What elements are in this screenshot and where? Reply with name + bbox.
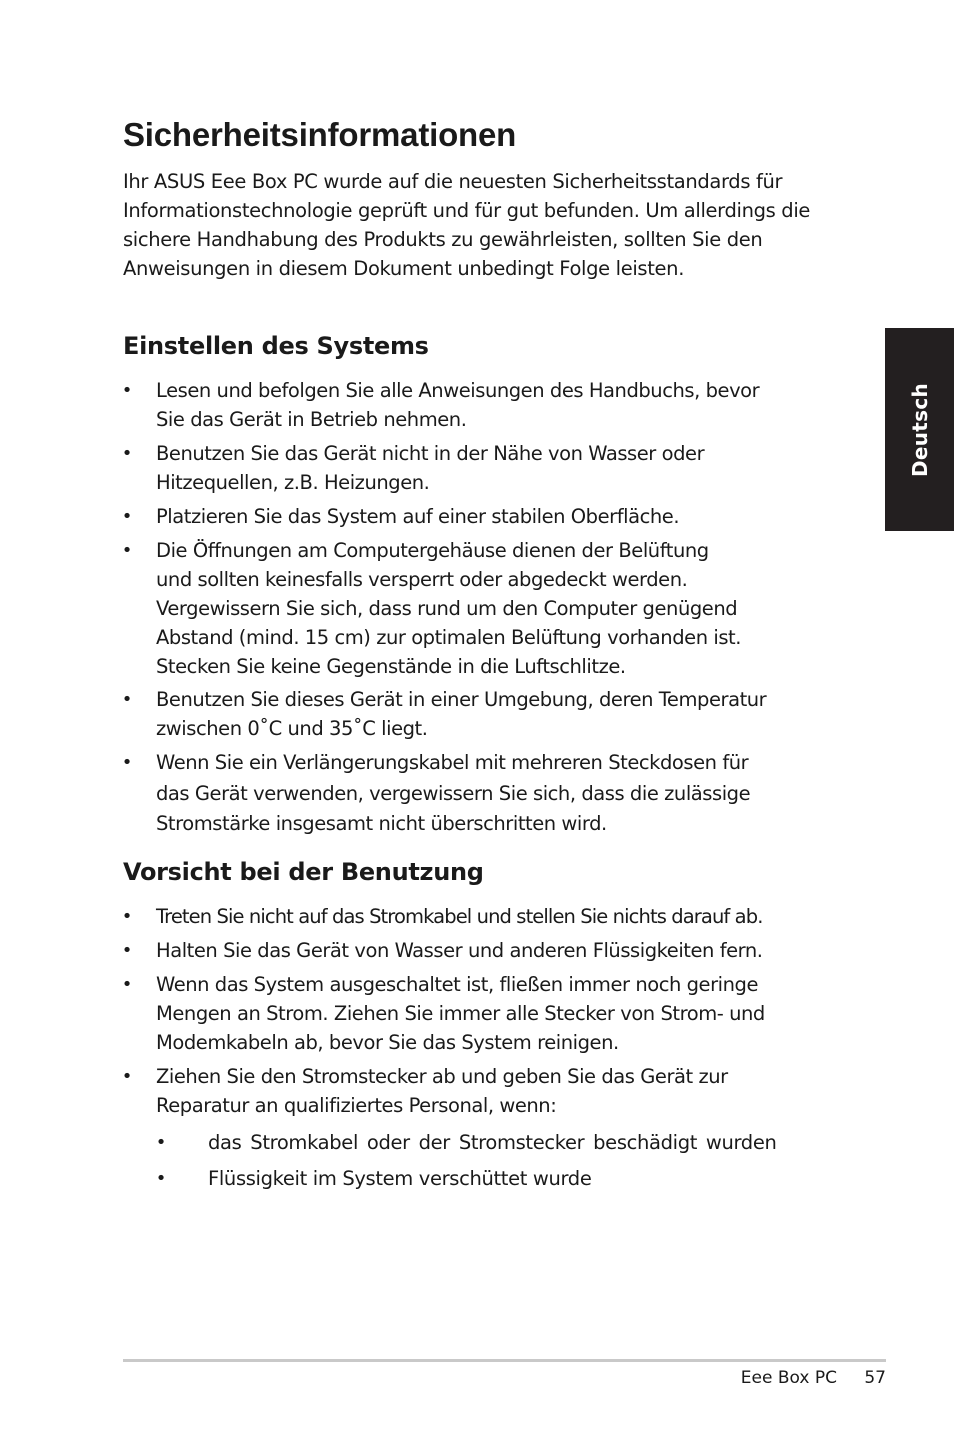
sub-list-item-text: das Stromkabel oder der Stromstecker beschädigt wurden (208, 1131, 777, 1154)
intro-paragraph: Ihr ASUS Eee Box PC wurde auf die neuesten Sicherheitsstandards für Informationstechnologie geprüft und für gut befunden. Um allerdings die sichere Handhabung des Produkts zu gewährleisten, sollten Sie den Anweisungen in diesem Dokument unbedingt Folge leisten. (123, 170, 811, 280)
section-heading-vorsicht: Vorsicht bei der Benutzung (123, 858, 484, 886)
bullet-icon: • (121, 940, 133, 961)
list-item-text: Die Öffnungen am Computergehäuse dienen der Belüftung und sollten keinesfalls versperrt oder abgedeckt werden. Vergewissern Sie sich, dass rund um den Computer genügend Abstand (mind. 15 cm) zur optimalen Belüftung vorhanden ist. Stecken Sie keine Gegenstände in die Luftschlitze. (156, 539, 741, 678)
list-item-text: Platzieren Sie das System auf einer stabilen Oberfläche. (156, 505, 680, 528)
bullet-icon: • (121, 443, 133, 464)
list-item-text: Benutzen Sie dieses Gerät in einer Umgebung, deren Temperatur zwischen 0˚C und 35˚C liegt. (156, 688, 767, 740)
list-item-text: Lesen und befolgen Sie alle Anweisungen des Handbuchs, bevor Sie das Gerät in Betrieb nehmen. (156, 379, 760, 431)
bullet-icon: • (155, 1168, 167, 1189)
bullet-icon: • (121, 906, 133, 927)
list-item-text: Benutzen Sie das Gerät nicht in der Nähe von Wasser oder Hitzequellen, z.B. Heizungen. (156, 442, 705, 494)
footer-product-name: Eee Box PC (740, 1368, 837, 1388)
footer-page-number: 57 (864, 1368, 886, 1388)
bullet-icon: • (121, 974, 133, 995)
bullet-icon: • (121, 752, 133, 773)
list-item-text: Wenn das System ausgeschaltet ist, fließen immer noch geringe Mengen an Strom. Ziehen Sie immer alle Stecker von Strom- und Modemkabeln ab, bevor Sie das System reinigen. (156, 973, 765, 1054)
language-tab (885, 328, 954, 531)
sub-list-item-text: Flüssigkeit im System verschüttet wurde (208, 1167, 592, 1190)
list-item-text: Wenn Sie ein Verlängerungskabel mit mehreren Steckdosen für das Gerät verwenden, vergewissern Sie sich, dass die zulässige Stromstärke insgesamt nicht überschritten wird. (156, 751, 751, 835)
bullet-icon: • (121, 506, 133, 527)
list-item-text: Ziehen Sie den Stromstecker ab und geben Sie das Gerät zur Reparatur an qualifiziertes Personal, wenn: (156, 1065, 728, 1117)
list-item-text: Halten Sie das Gerät von Wasser und anderen Flüssigkeiten fern. (156, 939, 763, 962)
page-title: Sicherheitsinformationen (123, 116, 517, 153)
section-heading-einstellen: Einstellen des Systems (123, 332, 429, 360)
bullet-icon: • (121, 689, 133, 710)
bullet-icon: • (155, 1132, 167, 1153)
footer-divider (123, 1359, 886, 1362)
bullet-icon: • (121, 1066, 133, 1087)
language-tab-label: Deutsch (907, 382, 932, 477)
bullet-icon: • (121, 540, 133, 561)
bullet-icon: • (121, 380, 133, 401)
list-item-text: Treten Sie nicht auf das Stromkabel und stellen Sie nichts darauf ab. (156, 905, 763, 928)
